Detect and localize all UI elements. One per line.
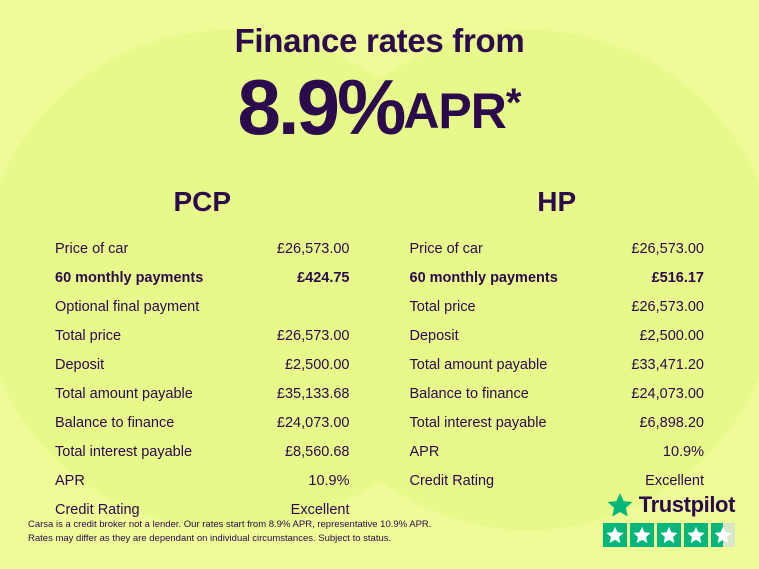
- row-value: Excellent: [645, 472, 704, 489]
- table-row: [55, 321, 350, 350]
- row-value: £424.75: [297, 269, 350, 286]
- row-label: Credit Rating: [55, 501, 140, 518]
- disclaimer: [28, 518, 478, 547]
- table-row: [55, 292, 350, 321]
- row-label: Deposit: [409, 327, 459, 344]
- row-value: £33,471.20: [631, 356, 704, 373]
- finance-columns: [0, 186, 759, 524]
- row-label: Total price: [55, 327, 122, 344]
- row-value: 10.9%: [662, 443, 704, 460]
- table-row: [410, 234, 705, 263]
- row-label: Total interest payable: [55, 443, 193, 460]
- row-label: Total amount payable: [55, 385, 193, 402]
- row-value: £26,573.00: [631, 240, 704, 257]
- apr-rate: 8.9%: [237, 63, 404, 151]
- row-label: APR: [55, 472, 85, 489]
- column-title-hp: HP: [537, 186, 577, 217]
- row-value: £516.17: [651, 269, 704, 286]
- disclaimer-line-2: Rates may differ as they are dependant on individual circumstances. Subject to status.: [28, 533, 392, 545]
- finance-column-pcp: [55, 186, 350, 524]
- row-label: Price of car: [55, 240, 129, 257]
- apr-headline: [0, 63, 759, 151]
- table-row: [410, 321, 705, 350]
- row-value: £26,573.00: [276, 240, 350, 257]
- table-row: [410, 408, 705, 437]
- row-label: Optional final payment: [55, 298, 200, 315]
- apr-asterisk: *: [505, 81, 522, 125]
- apr-label: APR: [403, 83, 506, 139]
- rating-star-1-icon: [603, 523, 627, 547]
- row-value: £24,073.00: [276, 414, 350, 431]
- finance-column-hp: [410, 186, 705, 524]
- table-row: [410, 263, 705, 292]
- row-value: [253, 292, 350, 321]
- row-label: Total interest payable: [409, 414, 547, 431]
- row-value: £35,133.68: [276, 385, 350, 402]
- row-value: £8,560.68: [284, 443, 350, 460]
- rating-star-5-icon: [711, 523, 735, 547]
- trustpilot-name: Trustpilot: [638, 492, 735, 517]
- row-label: Price of car: [409, 240, 483, 257]
- table-row: [55, 408, 350, 437]
- row-label: Total amount payable: [409, 356, 548, 373]
- trustpilot-rating-stars: [603, 523, 735, 547]
- row-value: £26,573.00: [631, 298, 704, 315]
- table-row: [410, 437, 705, 466]
- table-row: [55, 437, 350, 466]
- row-label: Credit Rating: [409, 472, 495, 489]
- trustpilot-star-icon: [607, 492, 633, 518]
- finance-table-pcp: [55, 234, 350, 524]
- row-label: APR: [409, 443, 440, 460]
- table-row: [55, 350, 350, 379]
- disclaimer-line-1: Carsa is a credit broker not a lender. Our rates start from 8.9% APR, representative 10.9% APR.: [28, 518, 432, 530]
- table-row: [55, 379, 350, 408]
- page-title: Finance rates from: [234, 22, 525, 59]
- row-label: Total price: [409, 298, 476, 315]
- table-row: [55, 263, 350, 292]
- row-value: Excellent: [290, 501, 350, 518]
- table-row: [410, 292, 705, 321]
- row-value: £2,500.00: [284, 356, 350, 373]
- row-label: 60 monthly payments: [409, 269, 558, 286]
- table-row: [410, 350, 705, 379]
- table-row: [410, 466, 705, 495]
- row-label: Balance to finance: [55, 414, 175, 431]
- column-title-pcp: PCP: [173, 186, 232, 217]
- row-value: 10.9%: [308, 472, 350, 489]
- row-value: £26,573.00: [276, 327, 350, 344]
- trustpilot-widget: [603, 492, 735, 547]
- row-value: £6,898.20: [639, 414, 704, 431]
- rating-star-2-icon: [630, 523, 654, 547]
- rating-star-4-icon: [684, 523, 708, 547]
- trustpilot-logo: [603, 492, 735, 518]
- row-label: 60 monthly payments: [55, 269, 204, 286]
- table-row: [55, 466, 350, 495]
- table-row: [410, 379, 705, 408]
- finance-table-hp: [410, 234, 705, 495]
- row-value: £24,073.00: [631, 385, 704, 402]
- row-value: £2,500.00: [639, 327, 704, 344]
- row-label: Deposit: [55, 356, 105, 373]
- table-row: [55, 234, 350, 263]
- row-label: Balance to finance: [409, 385, 529, 402]
- rating-star-3-icon: [657, 523, 681, 547]
